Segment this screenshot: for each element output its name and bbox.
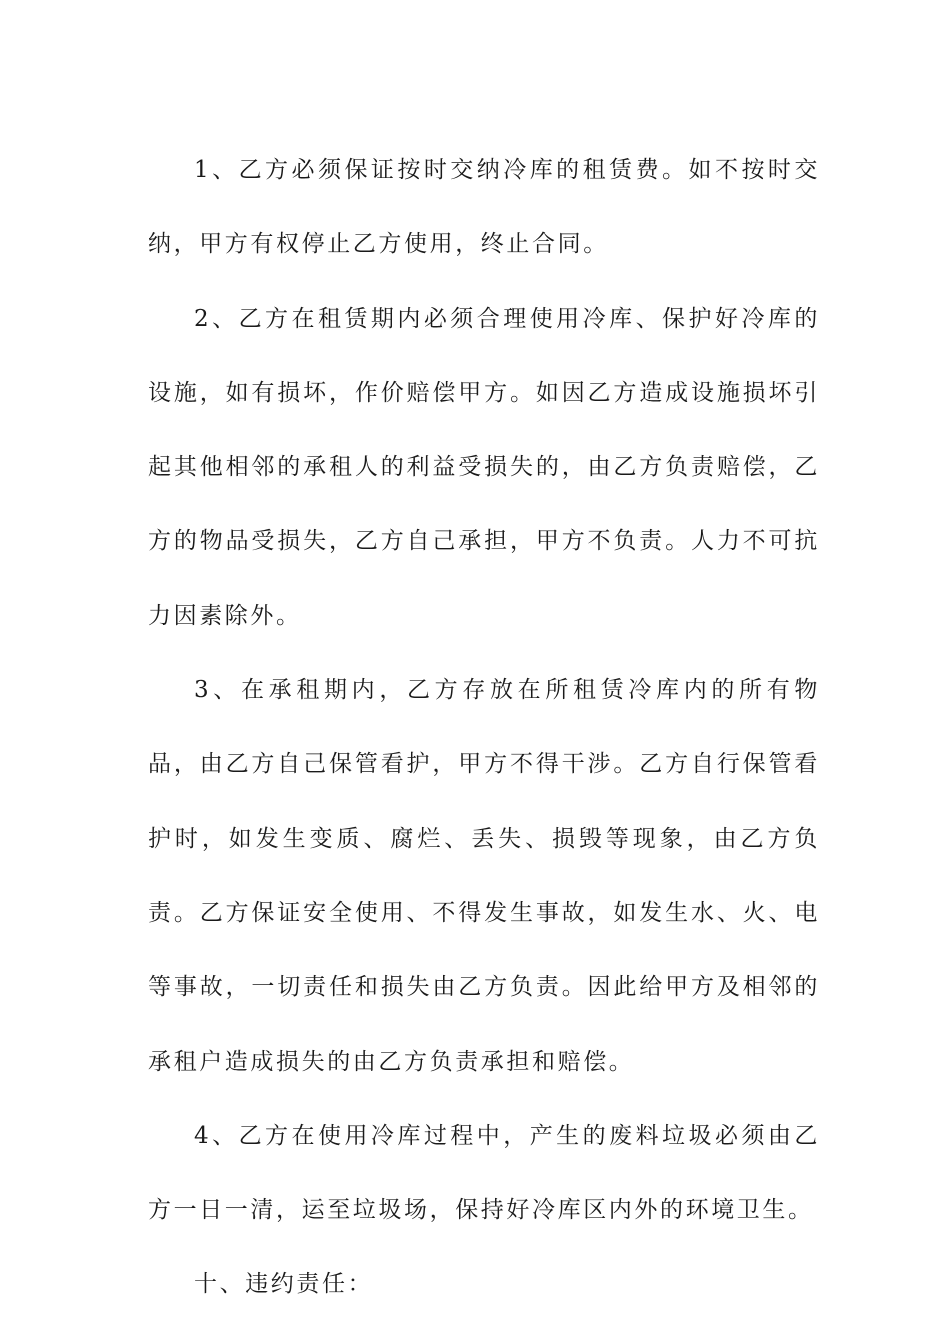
clause-paragraph-2: 2、乙方在租赁期内必须合理使用冷库、保护好冷库的设施，如有损坏，作价赔偿甲方。如因乙方造成设施损坏引起其他相邻的承租人的利益受损失的，由乙方负责赔偿，乙方的物品受损失，乙方自己承担，甲方不负责。人力不可抗力因素除外。 [148,305,820,629]
section-heading-breach-liability: 十、违约责任： [194,1271,374,1298]
clause-paragraph-4: 4、乙方在使用冷库过程中，产生的废料垃圾必须由乙方一日一清，运至垃圾场，保持好冷库区内外的环境卫生。 [148,1122,820,1224]
clause-paragraph-1: 1、乙方必须保证按时交纳冷库的租赁费。如不按时交纳，甲方有权停止乙方使用，终止合同。 [148,157,820,258]
clause-paragraph-3: 3、在承租期内，乙方存放在所租赁冷库内的所有物品，由乙方自己保管看护，甲方不得干涉。乙方自行保管看护时，如发生变质、腐烂、丢失、损毁等现象，由乙方负责。乙方保证安全使用、不得发生事故，如发生水、火、电等事故，一切责任和损失由乙方负责。因此给甲方及相邻的承租户造成损失的由乙方负责承担和赔偿。 [148,677,820,1075]
document-body [148,133,820,1322]
